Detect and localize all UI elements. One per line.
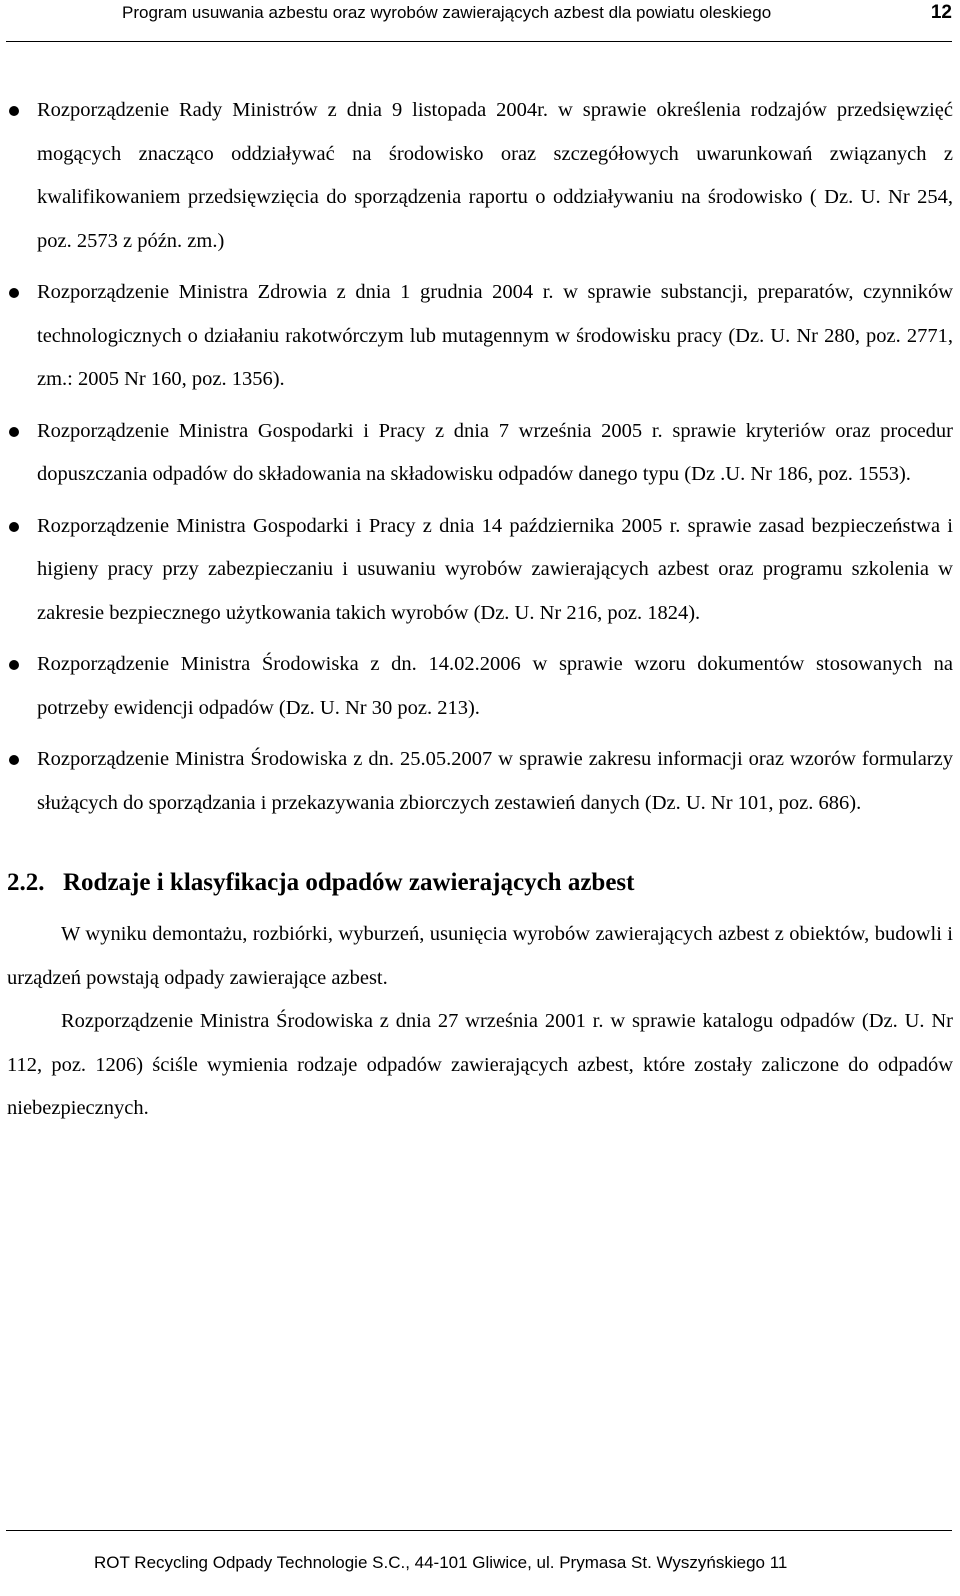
list-item: Rozporządzenie Ministra Zdrowia z dnia 1 grudnia 2004 r. w sprawie substancji, preparatów, czynników technologicznych o działaniu rakotwórczym lub mutagennym w środowisku pracy (Dz. U. Nr 280, poz. 2771, zm.: 2005 Nr 160, poz. 1356). xyxy=(7,271,953,402)
document-title: Program usuwania azbestu oraz wyrobów zawierających azbest dla powiatu oleskiego xyxy=(122,3,772,22)
page-header xyxy=(6,0,952,42)
section-title: Rodzaje i klasyfikacja odpadów zawierających azbest xyxy=(63,869,635,896)
paragraph: W wyniku demontażu, rozbiórki, wyburzeń, usunięcia wyrobów zawierających azbest z obiektów, budowli i urządzeń powstają odpady zawierające azbest. xyxy=(7,923,953,989)
page-number: 12 xyxy=(930,2,952,23)
list-item: Rozporządzenie Ministra Gospodarki i Pracy z dnia 14 października 2005 r. sprawie zasad bezpieczeństwa i higieny pracy przy zabezpieczaniu i usuwaniu wyrobów zawierających azbest oraz programu szkolenia w zakresie bezpiecznego użytkowania takich wyrobów (Dz. U. Nr 216, poz. 1824). xyxy=(7,505,953,636)
regulations-list xyxy=(7,89,953,825)
paragraph: Rozporządzenie Ministra Środowiska z dnia 27 września 2001 r. w sprawie katalogu odpadów (Dz. U. Nr 112, poz. 1206) ściśle wymienia rodzaje odpadów zawierających azbest, które zostały zaliczone do odpadów niebezpiecznych. xyxy=(7,1010,953,1119)
list-item: Rozporządzenie Ministra Środowiska z dn. 14.02.2006 w sprawie wzoru dokumentów stosowanych na potrzeby ewidencji odpadów (Dz. U. Nr 30 poz. 213). xyxy=(7,643,953,730)
section-heading xyxy=(7,861,953,905)
list-item: Rozporządzenie Ministra Środowiska z dn. 25.05.2007 w sprawie zakresu informacji oraz wzorów formularzy służących do sporządzania i przekazywania zbiorczych zestawień danych (Dz. U. Nr 101, poz. 686). xyxy=(7,738,953,825)
page-footer xyxy=(6,1530,952,1596)
footer-address: ROT Recycling Odpady Technologie S.C., 44-101 Gliwice, ul. Prymasa St. Wyszyńskiego 11 xyxy=(94,1553,788,1572)
list-item: Rozporządzenie Ministra Gospodarki i Pracy z dnia 7 września 2005 r. sprawie kryteriów oraz procedur dopuszczania odpadów do składowania na składowisku odpadów danego typu (Dz .U. Nr 186, poz. 1553). xyxy=(7,410,953,497)
section-number: 2.2. xyxy=(7,869,45,896)
page-content xyxy=(7,89,953,1131)
list-item: Rozporządzenie Rady Ministrów z dnia 9 listopada 2004r. w sprawie określenia rodzajów przedsięwzięć mogących znacząco oddziaływać na środowisko oraz szczegółowych uwarunkowań związanych z kwalifikowaniem przedsięwzięcia do sporządzenia raportu o oddziaływaniu na środowisko ( Dz. U. Nr 254, poz. 2573 z późn. zm.) xyxy=(7,89,953,263)
